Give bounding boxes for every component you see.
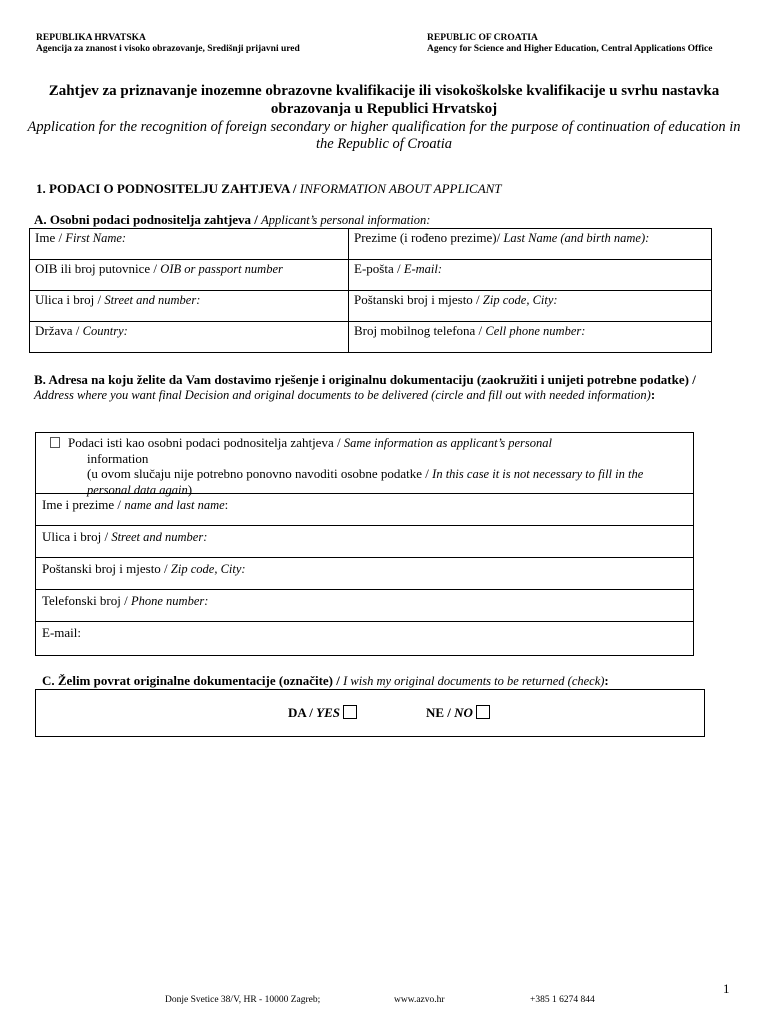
footer-website[interactable]: www.azvo.hr [394, 995, 445, 1005]
field-label-en: Zip code, City: [170, 562, 246, 576]
field-label-en: Street and number: [111, 530, 208, 544]
header-agency-hr: Agencija za znanost i visoko obrazovanje, Središnji prijavni ured [36, 44, 300, 54]
no-checkbox[interactable] [476, 705, 490, 719]
header-country-en: REPUBLIC OF CROATIA [427, 33, 538, 43]
field-label-en: Cell phone number: [485, 324, 586, 338]
section-1-heading [36, 181, 502, 197]
section-b-heading-hr: B. Adresa na koju želite da Vam dostavimo rješenje i originalnu dokumentaciju (zaokružiti i unijeti potrebne podatke) / [34, 372, 696, 387]
delivery-address-box [35, 432, 694, 656]
delivery-street-field[interactable] [36, 526, 693, 558]
field-label-hr: E-mail: [42, 625, 81, 640]
title-english: Application for the recognition of foreign secondary or higher qualification for the purpose of continuation of education in the Republic of Croatia [27, 119, 741, 152]
field-label-en: Country: [82, 324, 128, 338]
option-note-end: ) [187, 482, 193, 497]
table-row [30, 229, 712, 260]
yes-checkbox[interactable] [343, 705, 357, 719]
field-label-hr: Telefonski broj / [42, 593, 128, 608]
field-label-hr: Ime / [35, 230, 63, 245]
personal-info-table [29, 228, 712, 353]
delivery-zip-city-field[interactable] [36, 558, 693, 590]
last-name-field[interactable] [349, 229, 712, 260]
footer-phone: +385 1 6274 844 [530, 995, 595, 1005]
zip-city-field[interactable] [349, 291, 712, 322]
option-note-en: In this case it is not necessary to fill in the personal data again [87, 467, 644, 497]
table-row [30, 322, 712, 353]
field-label-en: Street and number: [104, 293, 201, 307]
section-b-heading [34, 372, 714, 403]
header-left [36, 33, 396, 55]
field-label-en: E-mail: [403, 262, 443, 276]
section-a-heading-hr: A. Osobni podaci podnositelja zahtjeva / [34, 212, 258, 227]
option-checkbox-icon[interactable] [50, 437, 60, 448]
return-documents-box [35, 689, 705, 737]
field-label-en: Phone number: [131, 594, 209, 608]
yes-label-en: YES [316, 705, 341, 720]
section-c-heading [42, 673, 609, 689]
oib-passport-field[interactable] [30, 260, 349, 291]
country-field[interactable] [30, 322, 349, 353]
section-1-heading-en: INFORMATION ABOUT APPLICANT [299, 181, 502, 196]
section-c-heading-en: I wish my original documents to be returned (check) [343, 674, 605, 688]
field-label-hr: Prezime (i rođeno prezime)/ [354, 230, 501, 245]
option-label-continued: information [87, 451, 149, 466]
table-row [30, 291, 712, 322]
email-field[interactable] [349, 260, 712, 291]
cell-phone-field[interactable] [349, 322, 712, 353]
street-field[interactable] [30, 291, 349, 322]
field-label-en: Zip code, City: [482, 293, 558, 307]
field-label-hr: E-pošta / [354, 261, 401, 276]
field-label-en: name and last name [124, 498, 225, 512]
field-label-hr: Poštanski broj i mjesto / [354, 292, 480, 307]
field-label-hr: Broj mobilnog telefona / [354, 323, 483, 338]
field-label-hr: Poštanski broj i mjesto / [42, 561, 168, 576]
delivery-phone-field[interactable] [36, 590, 693, 622]
section-c-heading-end: : [604, 673, 609, 688]
title-croatian: Zahtjev za priznavanje inozemne obrazovne kvalifikacije ili visokoškolske kvalifikacije u svrhu nastavka obrazovanja u Republici Hrvatskoj [48, 83, 720, 117]
page-number: 1 [723, 981, 730, 996]
header-country-hr: REPUBLIKA HRVATSKA [36, 33, 146, 43]
option-note [42, 466, 687, 498]
header-right [427, 33, 737, 55]
no-option[interactable] [426, 705, 490, 721]
delivery-email-field[interactable] [36, 622, 693, 654]
first-name-field[interactable] [30, 229, 349, 260]
field-label-hr: Ulica i broj / [42, 529, 109, 544]
header-agency-en: Agency for Science and Higher Education, Central Applications Office [427, 44, 713, 54]
section-1-heading-hr: 1. PODACI O PODNOSITELJU ZAHTJEVA / [36, 181, 297, 196]
section-c-heading-hr: C. Želim povrat originalne dokumentacije (označite) / [42, 673, 340, 688]
field-label-en: First Name: [65, 231, 127, 245]
document-title [20, 82, 748, 153]
field-label-en: Last Name (and birth name): [503, 231, 650, 245]
section-a-heading [34, 212, 430, 228]
field-label-end: : [224, 497, 229, 512]
field-label-en: OIB or passport number [160, 262, 283, 276]
option-label-hr: Podaci isti kao osobni podaci podnositelja zahtjeva / [68, 435, 341, 450]
field-label-hr: Država / [35, 323, 80, 338]
section-b-heading-end: : [650, 387, 656, 402]
section-a-heading-en: Applicant’s personal information: [261, 213, 431, 227]
footer-address: Donje Svetice 38/V, HR - 10000 Zagreb; [165, 995, 321, 1005]
no-label-hr: NE / [426, 705, 451, 720]
yes-option[interactable] [288, 705, 357, 721]
field-label-hr: Ime i prezime / [42, 497, 122, 512]
delivery-name-field[interactable] [36, 494, 693, 526]
option-note-hr: (u ovom slučaju nije potrebno ponovno navoditi osobne podatke / [87, 466, 429, 481]
table-row [30, 260, 712, 291]
field-label-hr: Ulica i broj / [35, 292, 102, 307]
yes-label-hr: DA / [288, 705, 313, 720]
field-label-hr: OIB ili broj putovnice / [35, 261, 158, 276]
section-b-heading-en: Address where you want final Decision and original documents to be delivered (circle and fill out with needed information) [34, 388, 651, 402]
no-label-en: NO [454, 705, 473, 720]
option-label-en: Same information as applicant’s personal [343, 436, 552, 450]
same-info-option[interactable] [36, 433, 693, 497]
